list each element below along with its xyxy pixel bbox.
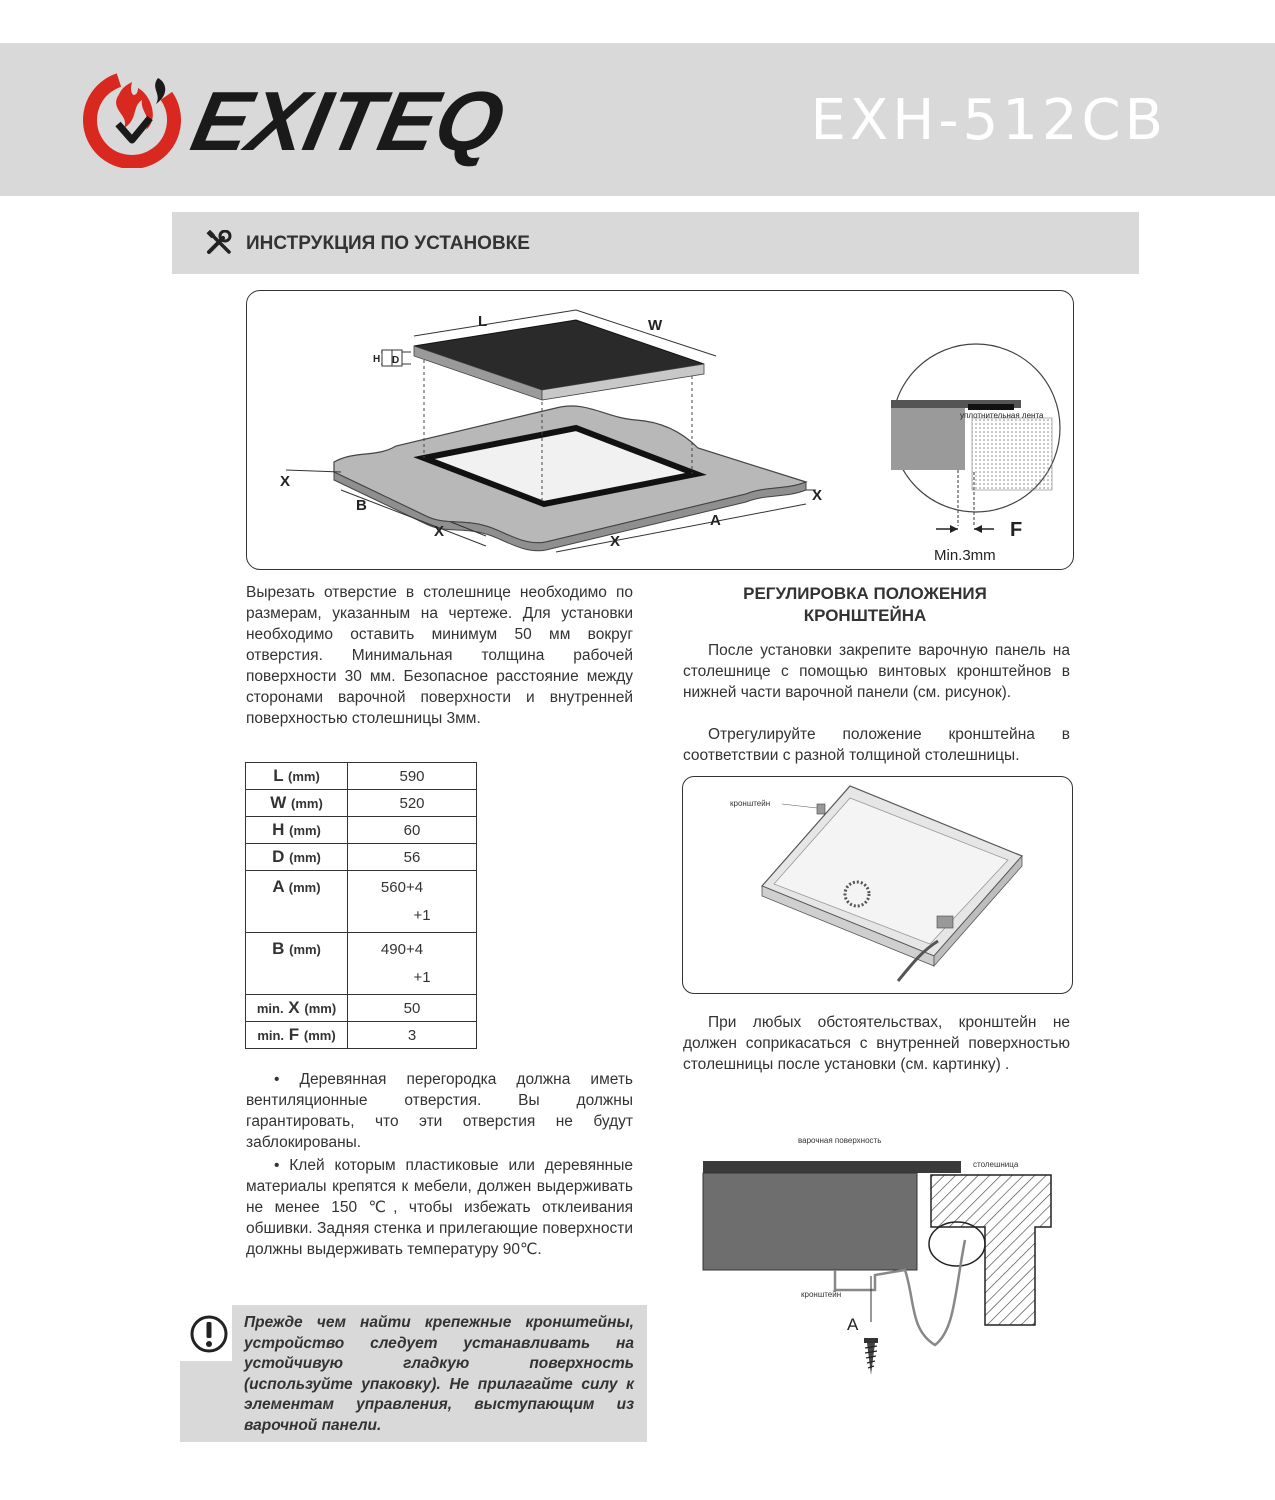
label-X-right: X xyxy=(812,487,823,504)
row-unit: (mm) xyxy=(288,880,321,895)
dimensions-table xyxy=(245,762,477,1049)
bracket-section-drawing xyxy=(695,1130,1065,1380)
warning-text: Прежде чем найти крепежные кронштейны, устройство следует устанавливать на устойчивую гладкую поверхность (используйте упаковку). Не прилагайте силу к элементам управления, выступающим из варочной панели. xyxy=(244,1314,634,1434)
label-X-bottom: X xyxy=(434,523,445,540)
row-value: 56 xyxy=(348,844,477,871)
row-unit: (mm) xyxy=(291,796,323,811)
table-row xyxy=(246,763,477,790)
row-unit: (mm) xyxy=(288,769,320,784)
table-row xyxy=(246,790,477,817)
row-unit: (mm) xyxy=(289,850,321,865)
label-B: B xyxy=(356,497,367,514)
row-unit: (mm) xyxy=(289,823,321,838)
table-row xyxy=(246,844,477,871)
adhesive-note: • Клей которым пластиковые или деревянные материалы крепятся к мебели, должен выдерживать не менее 150 ℃, чтобы избежать отклеивания обшивки. Задняя стенка и прилегающие поверхности должны выдерживать температуру 90℃. xyxy=(246,1157,633,1258)
table-row xyxy=(246,1022,477,1049)
label-H: H xyxy=(373,354,381,365)
row-key: D xyxy=(272,847,285,866)
cutout-diagram xyxy=(246,290,1072,568)
label-X-front: X xyxy=(610,533,621,550)
row-unit: (mm) xyxy=(303,1028,336,1043)
row-value-tolerance: +1 xyxy=(413,968,431,986)
label-D: D xyxy=(392,355,400,366)
label-W: W xyxy=(648,317,663,334)
row-value: 520 xyxy=(348,790,477,817)
row-value: 3 xyxy=(348,1022,477,1049)
row-prefix: min. xyxy=(256,1001,284,1016)
row-key: X xyxy=(288,998,300,1017)
row-key: L xyxy=(273,766,284,785)
bracket-paragraph-2: Отрегулируйте положение кронштейна в соответствии с разной толщиной столешницы. xyxy=(683,726,1070,764)
row-key: H xyxy=(272,820,285,839)
row-value: 590 xyxy=(348,763,477,790)
row-value: 60 xyxy=(348,817,477,844)
bracket-section-title: РЕГУЛИРОВКА ПОЛОЖЕНИЯ КРОНШТЕЙНА xyxy=(743,584,987,625)
label-seal: уплотнительная лента xyxy=(960,411,1044,420)
bracket-figure xyxy=(682,776,1071,992)
table-row xyxy=(246,995,477,1022)
countertop-label: столешница xyxy=(973,1160,1019,1169)
row-value-tolerance: +1 xyxy=(413,906,431,924)
label-L: L xyxy=(478,313,488,330)
bracket-paragraph-1: После установки закрепите варочную панель на столешнице с помощью винтовых кронштейнов в нижней части варочной панели (см. рисунок). xyxy=(683,642,1070,701)
cutout-paragraph: Вырезать отверстие в столешнице необходимо по размерам, указанным на чертеже. Для установки необходимо оставить минимум 50 мм вокруг отверстия. Минимальная толщина рабочей поверхности 30 мм. Безопасное расстояние между сторонами варочной поверхности и внутренней поверхностью столешницы 3мм. xyxy=(246,584,633,727)
section-title: ИНСТРУКЦИЯ ПО УСТАНОВКЕ xyxy=(246,233,530,254)
ventilation-note: • Деревянная перегородка должна иметь вентиляционные отверстия. Вы должны гарантировать, что эти отверстия не будут заблокированы. xyxy=(246,1071,633,1151)
surface-label: варочная поверхность xyxy=(798,1136,882,1145)
row-key: B xyxy=(272,939,285,958)
brand-name: EXITEQ xyxy=(184,73,513,168)
table-row xyxy=(246,933,477,995)
label-A: A xyxy=(710,512,721,529)
row-unit: (mm) xyxy=(304,1001,337,1016)
label-X-left: X xyxy=(280,473,291,490)
bracket-paragraph-3: При любых обстоятельствах, кронштейн не должен соприкасаться с внутренней поверхностью столешницы после установки (см. картинку) . xyxy=(683,1014,1070,1073)
row-value: 50 xyxy=(348,995,477,1022)
row-prefix: min. xyxy=(257,1028,285,1043)
warning-icon xyxy=(189,1314,229,1354)
label-A-screw: A xyxy=(847,1315,859,1334)
row-key: W xyxy=(270,793,287,812)
row-key: A xyxy=(272,877,285,896)
screw-icon xyxy=(864,1338,878,1375)
model-name: EXH-512CB xyxy=(810,88,1167,153)
row-unit: (mm) xyxy=(289,942,321,957)
row-value: 560+4 xyxy=(380,878,424,896)
label-min-3mm: Min.3mm xyxy=(934,547,996,564)
exiteq-logo xyxy=(80,58,550,168)
table-row xyxy=(246,871,477,933)
bracket-label: кронштейн xyxy=(730,799,771,808)
label-F: F xyxy=(1010,519,1023,541)
row-value: 490+4 xyxy=(380,940,424,958)
table-row xyxy=(246,817,477,844)
wrench-screwdriver-icon xyxy=(205,230,235,256)
bracket-label-2: кронштейн xyxy=(801,1290,842,1299)
row-key: F xyxy=(288,1025,300,1044)
